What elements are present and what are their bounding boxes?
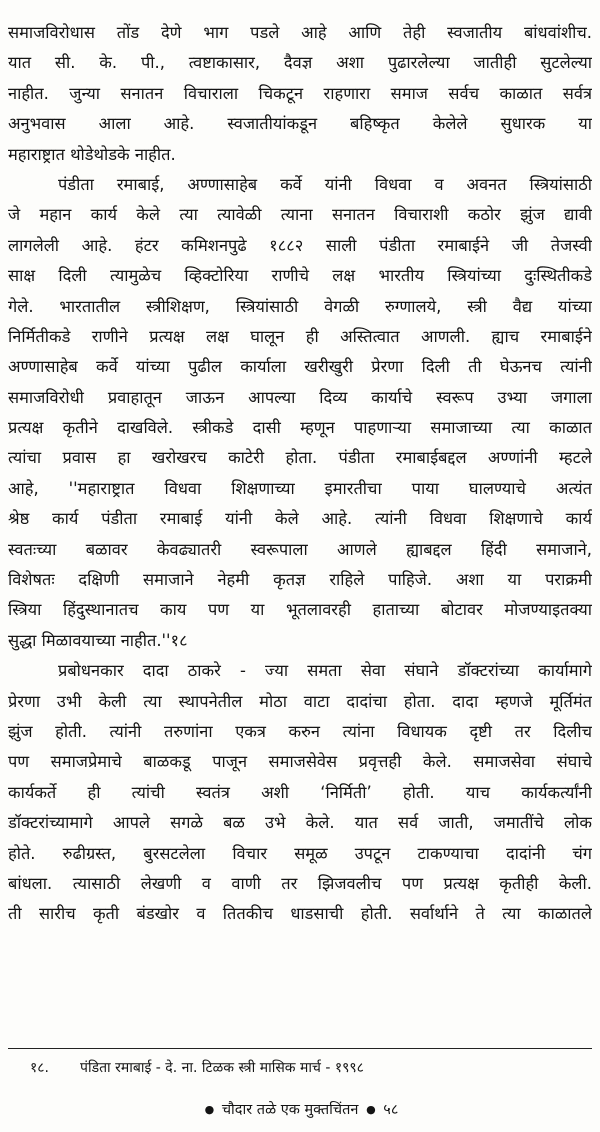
text-line: प्रेरणा उभी केली त्या स्थापनेतील मोठा वाटा दादांचा होता. दादा म्हणजे मूर्तिमंत: [8, 691, 592, 711]
text-line: अनुभवास आला आहे. स्वजातीयांकडून बहिष्कृत केलेले सुधारक या: [8, 114, 592, 134]
text-line: अण्णासाहेब कर्वे यांच्या पुढील कार्याला खरीखुरी प्रेरणा दिली ती घेऊनच त्यांनी: [8, 357, 592, 377]
text-line: स्वतःच्या बळावर केवढ्यातरी स्वरूपाला आणले ह्याबद्दल हिंदी समाजाने,: [8, 539, 592, 559]
body-text: [8, 18, 592, 930]
text-line: गेले. भारतातील स्त्रीशिक्षण, स्त्रियांसाठी वेगळी रुग्णालये, स्त्री वैद्य यांच्या: [8, 296, 592, 316]
text-line: बांधला. त्यासाठी लेखणी व वाणी तर झिजवलीच पण प्रत्यक्ष कृतीही केली.: [8, 873, 592, 893]
text-line: यात सी. के. पी., त्वष्टाकासार, दैवज्ञ अशा पुढारलेल्या जातीही सुटलेल्या: [8, 53, 592, 73]
text-line: विशेषतः दक्षिणी समाजाने नेहमी कृतज्ञ राहिले पाहिजे. अशा या पराक्रमी: [8, 570, 592, 590]
text-line: होते. रुढीग्रस्त, बुरसटलेला विचार समूळ उपटून टाकण्याचा दादांनी चंग: [8, 843, 592, 863]
text-line: प्रत्यक्ष कृतीने दाखविले. स्त्रीकडे दासी म्हणून पाहणाऱ्या समाजाच्या त्या काळात: [8, 418, 592, 438]
text-line: प्रबोधनकार दादा ठाकरे - ज्या समता सेवा संघाने डॉक्टरांच्या कार्यामागे: [58, 661, 592, 681]
text-line: समाजविरोधास तोंड देणे भाग पडले आहे आणि तेही स्वजातीय बांधवांशीच.: [8, 23, 592, 42]
text-line: निर्मितीकडे राणीने प्रत्यक्ष लक्ष घालून ही अस्तित्वात आणली. ह्याच रमाबाईने: [8, 326, 592, 346]
text-line: लागलेली आहे. हंटर कमिशनपुढे १८८२ साली पंडीता रमाबाईने जी तेजस्वी: [8, 235, 592, 255]
text-line: स्त्रिया हिंदुस्थानातच काय पण या भूतलावरही हाताच्या बोटावर मोजण्याइतक्या: [8, 600, 592, 620]
text-line: सुद्धा मिळावयाच्या नाहीत.''१८: [8, 630, 188, 650]
page-footer: [0, 1099, 600, 1121]
text-line: साक्ष दिली त्यामुळेच व्हिक्टोरिया राणीचे लक्ष भारतीय स्त्रियांच्या दुःस्थितीकडे: [8, 266, 592, 286]
text-line: त्यांचा प्रवास हा खरोखरच काटेरी होता. पंडीता रमाबाईबद्दल अण्णांनी म्हटले: [8, 448, 592, 468]
text-line: जे महान कार्य केले त्या त्यावेळी त्याना सनातन विचाराशी कठोर झुंज द्यावी: [8, 205, 592, 225]
footnote-text: पंडिता रमाबाई - दे. ना. टिळक स्त्री मासिक मार्च - १९९८: [80, 1060, 364, 1076]
footnote: [30, 1058, 364, 1078]
text-line: महाराष्ट्रात थोडेथोडके नाहीत.: [8, 144, 176, 164]
text-line: नाहीत. जुन्या सनातन विचाराला चिकटून राहणारा समाज सर्वच काळात सर्वत्र: [8, 83, 592, 103]
footnote-number: १८.: [30, 1060, 50, 1076]
text-line: समाजविरोधी प्रवाहातून जाऊन आपल्या दिव्य कार्याचे स्वरूप उभ्या जगाला: [8, 387, 592, 407]
book-title: चौदार तळे एक मुक्तचिंतन: [221, 1102, 359, 1118]
text-line: कार्यकर्ते ही त्यांची स्वतंत्र अशी ‘निर्मिती’ होती. याच कार्यकर्त्यांनी: [8, 782, 592, 802]
text-line: पण समाजप्रेमाचे बाळकडू पाजून समाजसेवेस प्रवृत्तही केले. समाजसेवा संघाचे: [8, 752, 592, 772]
text-line: झुंज होती. त्यांनी तरुणांना एकत्र करुन त्यांना विधायक दृष्टी तर दिलीच: [8, 721, 592, 741]
text-line: ती सारीच कृती बंडखोर व तितकीच धाडसाची होती. सर्वार्थाने ते त्या काळातले: [8, 904, 592, 924]
footnote-divider: [8, 1048, 592, 1049]
text-line: श्रेष्ठ कार्य पंडीता रमाबाई यांनी केले आहे. त्यांनी विधवा शिक्षणाचे कार्य: [8, 509, 592, 529]
bullet-icon: ●: [204, 1103, 215, 1116]
text-line: डॉक्टरांच्यामागे आपले सगळे बळ उभे केले. यात सर्व जाती, जमातींचे लोक: [8, 813, 592, 833]
text-line: आहे, ''महाराष्ट्रात विधवा शिक्षणाच्या इमारतीचा पाया घालण्याचे अत्यंत: [8, 478, 592, 498]
bullet-icon: ●: [366, 1103, 376, 1116]
text-line: पंडीता रमाबाई, अण्णासाहेब कर्वे यांनी विधवा व अवनत स्त्रियांसाठी: [58, 174, 592, 194]
page-number: ५८: [383, 1102, 399, 1118]
